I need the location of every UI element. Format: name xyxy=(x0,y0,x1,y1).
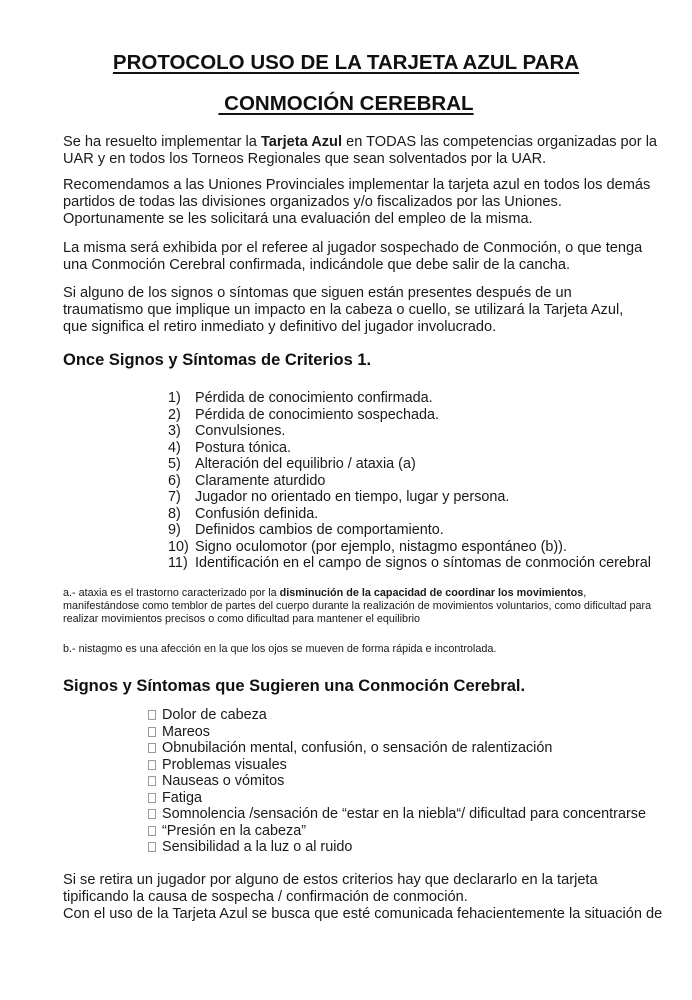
list-item-text: Sensibilidad a la luz o al ruido xyxy=(162,839,353,855)
list-item-text: Obnubilación mental, confusión, o sensación de ralentización xyxy=(162,740,553,756)
list-item-number: 9) xyxy=(168,522,181,538)
list-item-text: Pérdida de conocimiento confirmada. xyxy=(195,390,433,406)
checkbox-bullet-icon xyxy=(148,727,156,737)
list-item-text: Problemas visuales xyxy=(162,756,287,773)
list-item xyxy=(148,773,668,790)
document-title-line-1: PROTOCOLO USO DE LA TARJETA AZUL PARA xyxy=(112,51,580,74)
intro-p4-line-3: que significa el retiro inmediato y definitivo del jugador involucrado. xyxy=(63,319,497,335)
intro-p1-post: en TODAS las competencias organizadas por la UAR y en todos los Torneos Regionales que sean solventados por la UAR. xyxy=(63,134,658,167)
checkbox-bullet-icon xyxy=(148,793,156,803)
list-item xyxy=(148,823,668,840)
list-item-number: 4) xyxy=(168,439,181,456)
intro-paragraph-2 xyxy=(63,177,663,228)
list-item-text: Postura tónica. xyxy=(195,439,291,456)
section-heading-suggesting-signs: Signos y Síntomas que Sugieren una Conmoción Cerebral. xyxy=(63,677,526,695)
footnote-a-post: , manifestándose como temblor de partes del cuerpo durante la realización de movimientos voluntarios, como dificultad para realizar movimientos precisos o como dificultad para mantener el equilibrio xyxy=(63,587,652,625)
list-item-text: Convulsiones. xyxy=(195,423,286,439)
intro-p1-bold: Tarjeta Azul xyxy=(260,134,343,150)
footnote-a-pre: a.- ataxia es el trastorno caracterizado por la xyxy=(63,587,280,599)
list-item-text: “Presión en la cabeza” xyxy=(162,822,306,839)
list-item xyxy=(168,506,668,523)
intro-p2-line-2: partidos de todas las divisiones organizados y/o fiscalizados por las Uniones. xyxy=(63,194,562,210)
list-item-text: Definidos cambios de comportamiento. xyxy=(195,522,444,538)
list-item-text: Signo oculomotor (por ejemplo, nistagmo espontáneo (b)). xyxy=(195,538,567,555)
list-item xyxy=(148,806,668,823)
list-item-number: 1) xyxy=(168,390,181,406)
checkbox-bullet-icon xyxy=(148,776,156,786)
list-item-text: Somnolencia /sensación de “estar en la niebla“/ dificultad para concentrarse xyxy=(162,806,646,822)
list-item-text: Claramente aturdido xyxy=(195,472,326,489)
list-item-number: 7) xyxy=(168,489,181,505)
criteria-numbered-list xyxy=(168,390,668,572)
list-item-number: 2) xyxy=(168,406,181,423)
list-item-text: Fatiga xyxy=(162,789,202,806)
closing-paragraph xyxy=(63,872,663,923)
list-item-number: 10) xyxy=(168,538,189,555)
closing-line-3: Con el uso de la Tarjeta Azul se busca que esté comunicada fehacientemente la situación de xyxy=(63,906,663,922)
list-item xyxy=(168,456,668,473)
intro-p4-line-1: Si alguno de los signos o síntomas que siguen están presentes después de un xyxy=(63,285,572,301)
list-item xyxy=(168,423,668,440)
closing-line-1: Si se retira un jugador por alguno de estos criterios hay que declararlo en la tarjeta xyxy=(63,872,598,888)
checkbox-bullet-icon xyxy=(148,809,156,819)
list-item xyxy=(148,740,668,757)
list-item-number: 8) xyxy=(168,505,181,522)
list-item-number: 11) xyxy=(168,555,188,571)
checkbox-bullet-icon xyxy=(148,743,156,753)
intro-paragraph-1 xyxy=(63,134,663,168)
intro-p4-line-2: traumatismo que implique un impacto en la cabeza o cuello, se utilizará la Tarjeta Azul, xyxy=(63,302,624,318)
intro-p3-line-2: una Conmoción Cerebral confirmada, indicándole que debe salir de la cancha. xyxy=(63,257,571,273)
footnote-b-nistagmo: b.- nistagmo es una afección en la que los ojos se mueven de forma rápida e incontrolada. xyxy=(63,643,497,655)
footnote-a-bold: disminución de la capacidad de coordinar los movimientos xyxy=(279,587,584,599)
list-item-text: Jugador no orientado en tiempo, lugar y persona. xyxy=(195,489,510,505)
list-item-number: 6) xyxy=(168,472,181,489)
list-item-text: Confusión definida. xyxy=(195,505,319,522)
intro-paragraph-4 xyxy=(63,285,663,336)
list-item xyxy=(168,489,668,506)
list-item-text: Pérdida de conocimiento sospechada. xyxy=(195,406,440,423)
list-item xyxy=(168,407,668,424)
checkbox-bullet-icon xyxy=(148,760,156,770)
footnote-a-ataxia xyxy=(63,587,663,626)
checkbox-bullet-icon xyxy=(148,842,156,852)
symptoms-bullet-list xyxy=(148,707,668,856)
list-item-text: Dolor de cabeza xyxy=(162,707,267,723)
list-item-text: Mareos xyxy=(162,723,210,740)
list-item xyxy=(148,707,668,724)
list-item xyxy=(148,839,668,856)
intro-p2-line-3: Oportunamente se les solicitará una evaluación del empleo de la misma. xyxy=(63,211,533,227)
list-item xyxy=(168,390,668,407)
list-item xyxy=(168,473,668,490)
list-item xyxy=(148,724,668,741)
list-item xyxy=(168,440,668,457)
list-item xyxy=(168,539,668,556)
list-item-text: Alteración del equilibrio / ataxia (a) xyxy=(195,456,416,472)
list-item xyxy=(168,555,668,572)
list-item xyxy=(148,757,668,774)
intro-p1-pre: Se ha resuelto implementar la xyxy=(63,134,261,150)
intro-p3-line-1: La misma será exhibida por el referee al jugador sospechado de Conmoción, o que tenga xyxy=(63,240,643,256)
list-item-number: 3) xyxy=(168,423,181,439)
list-item xyxy=(148,790,668,807)
list-item-text: Identificación en el campo de signos o síntomas de conmoción cerebral xyxy=(195,555,651,571)
intro-p2-line-1: Recomendamos a las Uniones Provinciales implementar la tarjeta azul en todos los demás xyxy=(63,177,651,193)
list-item-number: 5) xyxy=(168,456,181,472)
list-item-text: Nauseas o vómitos xyxy=(162,773,285,789)
list-item xyxy=(168,522,668,539)
section-heading-criteria: Once Signos y Síntomas de Criterios 1. xyxy=(63,351,372,369)
checkbox-bullet-icon xyxy=(148,826,156,836)
checkbox-bullet-icon xyxy=(148,710,156,720)
intro-paragraph-3 xyxy=(63,240,663,274)
closing-line-2: tipificando la causa de sospecha / confirmación de conmoción. xyxy=(63,889,468,905)
document-title-line-2: CONMOCIÓN CEREBRAL xyxy=(218,92,474,115)
